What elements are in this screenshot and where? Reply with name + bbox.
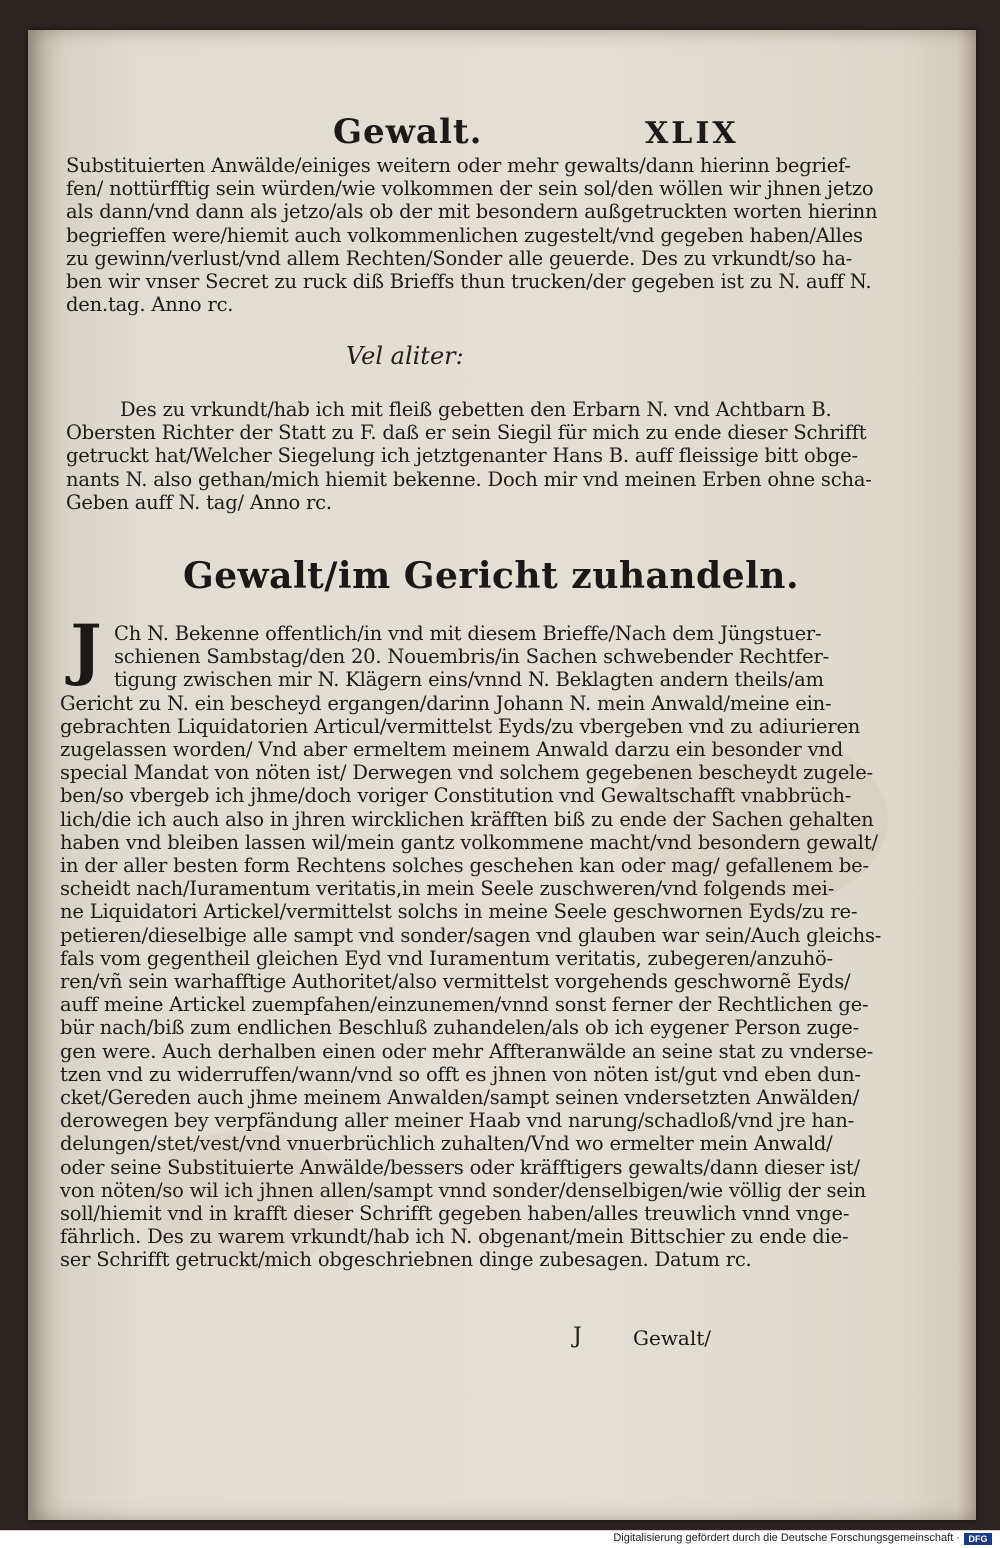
text-line: fals vom gegentheil gleichen Eyd vnd Iuramentum veritatis, zubegeren/anzuhö- xyxy=(60,946,833,970)
text-line: Gericht zu N. ein bescheyd ergangen/darinn Johann N. mein Anwald/meine ein- xyxy=(60,691,832,715)
text-line: ser Schrifft getruckt/mich obgeschriebnen dinge zubesagen. Datum rc. xyxy=(60,1248,752,1272)
text-line: den.tag. Anno rc. xyxy=(66,293,234,317)
text-line: schienen Sambstag/den 20. Nouembris/in Sachen schwebender Rechtfer- xyxy=(114,645,830,669)
text-line: als dann/vnd dann als jetzo/als ob der mit besondern außgetruckten worten hierinn xyxy=(66,200,878,224)
text-line: ben/so vbergeb ich jhme/doch voriger Constitution vnd Gewaltschafft vnabbrüch- xyxy=(60,784,852,808)
text-line: delungen/stet/vest/vnd vnuerbrüchlich zuhalten/Vnd wo ermelter mein Anwald/ xyxy=(60,1132,833,1156)
text-line: Geben auff N. tag/ Anno rc. xyxy=(66,490,332,514)
text-line: Obersten Richter der Statt zu F. daß er sein Siegil für mich zu ende dieser Schrifft xyxy=(66,421,867,445)
text-line: soll/hiemit vnd in krafft dieser Schrifft gegeben haben/alles treuwlich vnnd vnge- xyxy=(60,1202,850,1226)
text-line: tigung zwischen mir N. Klägern eins/vnnd N. Beklagten andern theils/am xyxy=(114,668,824,692)
catchword: Gewalt/ xyxy=(633,1326,712,1350)
text-line: haben vnd bleiben lassen wil/mein gantz volkommene macht/vnd besondern gewalt/ xyxy=(60,830,878,854)
text-line: tzen vnd zu widerruffen/wann/vnd so offt es jhnen von nöten ist/gut vnd eben dun- xyxy=(60,1062,861,1086)
text-line: getruckt hat/Welcher Siegelung ich jetztgenanter Hans B. auff fleissige bitt obge- xyxy=(66,444,858,468)
text-line: bür nach/biß zum endlichen Beschluß zuhandelen/als ob ich eygener Person zuge- xyxy=(60,1016,860,1040)
text-line: von nöten/so wil ich jhnen allen/sampt vnnd sonder/denselbigen/wie völlig der sein xyxy=(60,1178,866,1202)
text-line: in der aller besten form Rechtens solches geschehen kan oder mag/ gefallenem be- xyxy=(60,854,869,878)
text-line: oder seine Substituierte Anwälde/bessers oder kräfftigers gewalts/dann dieser ist/ xyxy=(60,1155,860,1179)
text-line: zu gewinn/verlust/vnd allem Rechten/Sonder alle geuerde. Des zu vrkundt/so ha- xyxy=(66,246,853,270)
text-line: special Mandat von nöten ist/ Derwegen vnd solchem gegebenen bescheydt zugele- xyxy=(60,761,873,785)
section-heading: Gewalt/im Gericht zuhandeln. xyxy=(183,555,800,597)
text-line: ne Liquidatori Artickel/vermittelst solchs in meine Seele geschwornen Eyds/zu re- xyxy=(60,900,858,924)
text-line: gen were. Auch derhalben einen oder mehr Affteranwälde an seine stat zu vnderse- xyxy=(60,1039,874,1063)
text-line: auff meine Artickel zuempfahen/einzunemen/vnnd sonst ferner der Rechtlichen ge- xyxy=(60,993,869,1017)
text-line: derowegen bey verpfändung aller meiner Haab vnd narung/schadloß/vnd jre han- xyxy=(60,1109,854,1133)
paragraph-2 xyxy=(66,398,872,514)
book-page xyxy=(28,30,976,1520)
text-line: cket/Gereden auch jhme meinem Anwalden/sampt seinen vndersetzten Anwälden/ xyxy=(60,1086,860,1110)
text-line: zugelassen worden/ Vnd aber ermeltem meinem Anwald darzu ein besonder vnd xyxy=(60,738,844,762)
text-line: lich/die ich auch also in jhren wircklichen kräfften biß zu ende der Sachen gehalten xyxy=(60,807,874,831)
text-line: fährlich. Des zu warem vrkundt/hab ich N. obgenant/mein Bittschier zu ende die- xyxy=(60,1225,849,1249)
text-line: petieren/dieselbige alle sampt vnd sonder/sagen vnd glauben war sein/Auch gleichs- xyxy=(60,923,882,947)
text-line: fen/ nottürfftig sein würden/wie volkommen der sein sol/den wöllen wir jhnen jetzo xyxy=(66,177,874,201)
text-line: Des zu vrkundt/hab ich mit fleiß gebetten den Erbarn N. vnd Achtbarn B. xyxy=(120,398,832,421)
dfg-logo: DFG xyxy=(964,1533,992,1545)
folio-number: XLIX xyxy=(645,116,739,151)
paragraph-3 xyxy=(60,622,882,1272)
drop-cap-initial: J xyxy=(70,610,102,688)
text-line: scheidt nach/Iuramentum veritatis,in mein Seele zuschweren/vnd folgends mei- xyxy=(60,877,835,901)
running-title: Gewalt. xyxy=(333,112,483,152)
text-line: Ch N. Bekenne offentlich/in vnd mit diesem Brieffe/Nach dem Jüngstuer- xyxy=(114,622,822,645)
vel-aliter-heading: Vel aliter: xyxy=(346,342,464,370)
text-line: ben wir vnser Secret zu ruck diß Brieffs thun trucken/der gegeben ist zu N. auff N. xyxy=(66,270,872,294)
funding-credit: Digitalisierung gefördert durch die Deutsche Forschungsgemeinschaft · xyxy=(613,1532,960,1544)
text-line: ren/vñ sein warhafftige Authoritet/also vermittelst vorgehends geschwornẽ Eyds/ xyxy=(60,970,851,994)
text-line: begrieffen were/hiemit auch volkommenlichen zugestelt/vnd gegeben haben/Alles xyxy=(66,223,863,247)
signature-mark: J xyxy=(573,1324,582,1349)
text-line: gebrachten Liquidatorien Articul/vermittelst Eyds/zu vbergeben vnd zu adiurieren xyxy=(60,714,861,738)
footer-bar xyxy=(0,1530,1000,1548)
text-line: nants N. also gethan/mich hiemit bekenne. Doch mir vnd meinen Erben ohne scha- xyxy=(66,467,872,491)
paragraph-1 xyxy=(66,154,878,317)
text-line: Substituierten Anwälde/einiges weitern oder mehr gewalts/dann hierinn begrief- xyxy=(66,154,851,177)
